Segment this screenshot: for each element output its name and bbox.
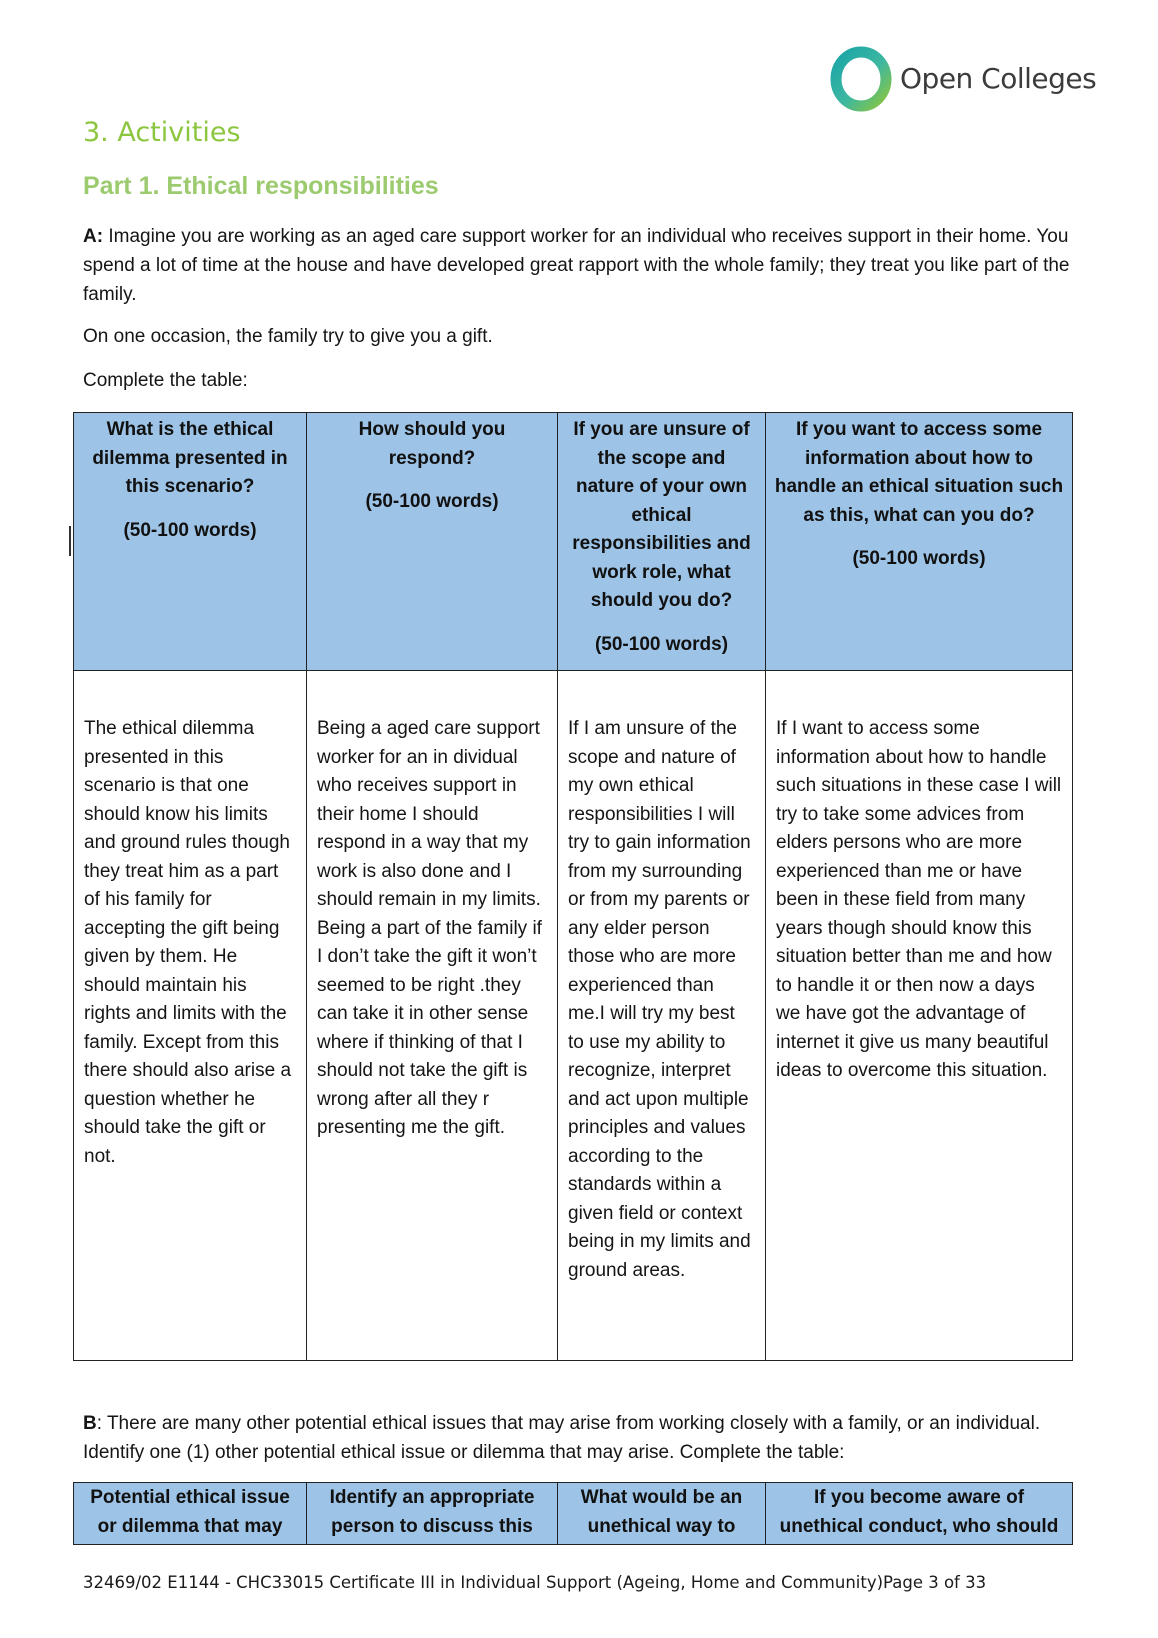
answer-cell-access[interactable]: If I want to access some information about how to handle such situations in these case I will try to take some advices from elders persons who are more experienced than me or have been in these field from many years though should know this situation better than me and how to handle it or then now a days we have got the advantage of internet it give us many beautiful ideas to overcome this situation. bbox=[766, 671, 1073, 1361]
header-access-information bbox=[766, 413, 1073, 671]
open-colleges-logo bbox=[828, 46, 1097, 116]
header-how-respond bbox=[307, 413, 558, 671]
part-a-label: A: bbox=[83, 226, 104, 247]
part-a-instruction: Complete the table: bbox=[83, 370, 248, 391]
header-question: If you are unsure of the scope and nature of your own ethical responsibilities and work role, what should you do? bbox=[572, 419, 751, 611]
part-b-intro-text: : There are many other potential ethical issues that may arise from working closely with a family, or an individual. Identify one (1) other potential ethical issue or dilemma that may arise. Complete the table: bbox=[83, 1413, 1041, 1463]
header-word-count: (50-100 words) bbox=[852, 548, 986, 569]
table-b bbox=[73, 1482, 1073, 1545]
section-title: 3. Activities bbox=[83, 117, 241, 148]
header-unethical-way: What would be an unethical way to bbox=[558, 1483, 766, 1545]
header-question: If you want to access some information about how to handle an ethical situation such as this, what can you do? bbox=[774, 419, 1064, 526]
header-unsure-scope bbox=[558, 413, 766, 671]
header-appropriate-person: Identify an appropriate person to discuss this bbox=[307, 1483, 558, 1545]
table-a-answer-row bbox=[74, 671, 1073, 1361]
part-b-intro bbox=[83, 1409, 1083, 1467]
answer-cell-respond[interactable]: Being a aged care support worker for an in dividual who receives support in their home I should respond in a way that my work is also done and I should remain in my limits. Being a part of the family if I don’t take the gift it won’t seemed to be right .they can take it in other sense where if thinking of that I should not take the gift is wrong after all they r presenting me the gift. bbox=[307, 671, 558, 1361]
part-a-intro bbox=[83, 222, 1083, 309]
table-b-header-row bbox=[74, 1483, 1073, 1545]
header-question: What is the ethical dilemma presented in this scenario? bbox=[92, 419, 288, 497]
part-a-intro-text: Imagine you are working as an aged care support worker for an individual who receives support in their home. You spend a lot of time at the house and have developed great rapport with the whole family; they treat you like part of the family. bbox=[83, 226, 1070, 305]
logo-ring-icon bbox=[828, 46, 894, 112]
header-ethical-dilemma bbox=[74, 413, 307, 671]
table-a-header-row bbox=[74, 413, 1073, 671]
part-title: Part 1. Ethical responsibilities bbox=[83, 172, 439, 200]
logo-text: Open Colleges bbox=[900, 62, 1097, 95]
text-cursor bbox=[69, 526, 71, 556]
header-question: How should you respond? bbox=[358, 419, 506, 469]
part-b-label: B bbox=[83, 1413, 97, 1434]
header-word-count: (50-100 words) bbox=[365, 491, 499, 512]
answer-cell-unsure[interactable]: If I am unsure of the scope and nature of my own ethical responsibilities I will try to gain information from my surrounding or from my parents or any elder person those who are more experienced than me.I will try my best to use my ability to recognize, interpret and act upon multiple principles and values according to the standards within a given field or context being in my limits and ground areas. bbox=[558, 671, 766, 1361]
table-a bbox=[73, 412, 1073, 1361]
header-word-count: (50-100 words) bbox=[123, 519, 257, 541]
page-footer: 32469/02 E1144 - CHC33015 Certificate III in Individual Support (Ageing, Home and Community)Page 3 of 33 bbox=[83, 1573, 987, 1592]
header-word-count: (50-100 words) bbox=[594, 633, 729, 655]
header-aware-unethical-conduct: If you become aware of unethical conduct, who should bbox=[766, 1483, 1073, 1545]
answer-cell-dilemma[interactable]: The ethical dilemma presented in this scenario is that one should know his limits and ground rules though they treat him as a part of his family for accepting the gift being given by them. He should maintain his rights and limits with the family. Except from this there should also arise a question whether he should take the gift or not. bbox=[74, 671, 307, 1361]
header-potential-issue: Potential ethical issue or dilemma that may bbox=[74, 1483, 307, 1545]
part-a-occasion: On one occasion, the family try to give you a gift. bbox=[83, 326, 493, 347]
